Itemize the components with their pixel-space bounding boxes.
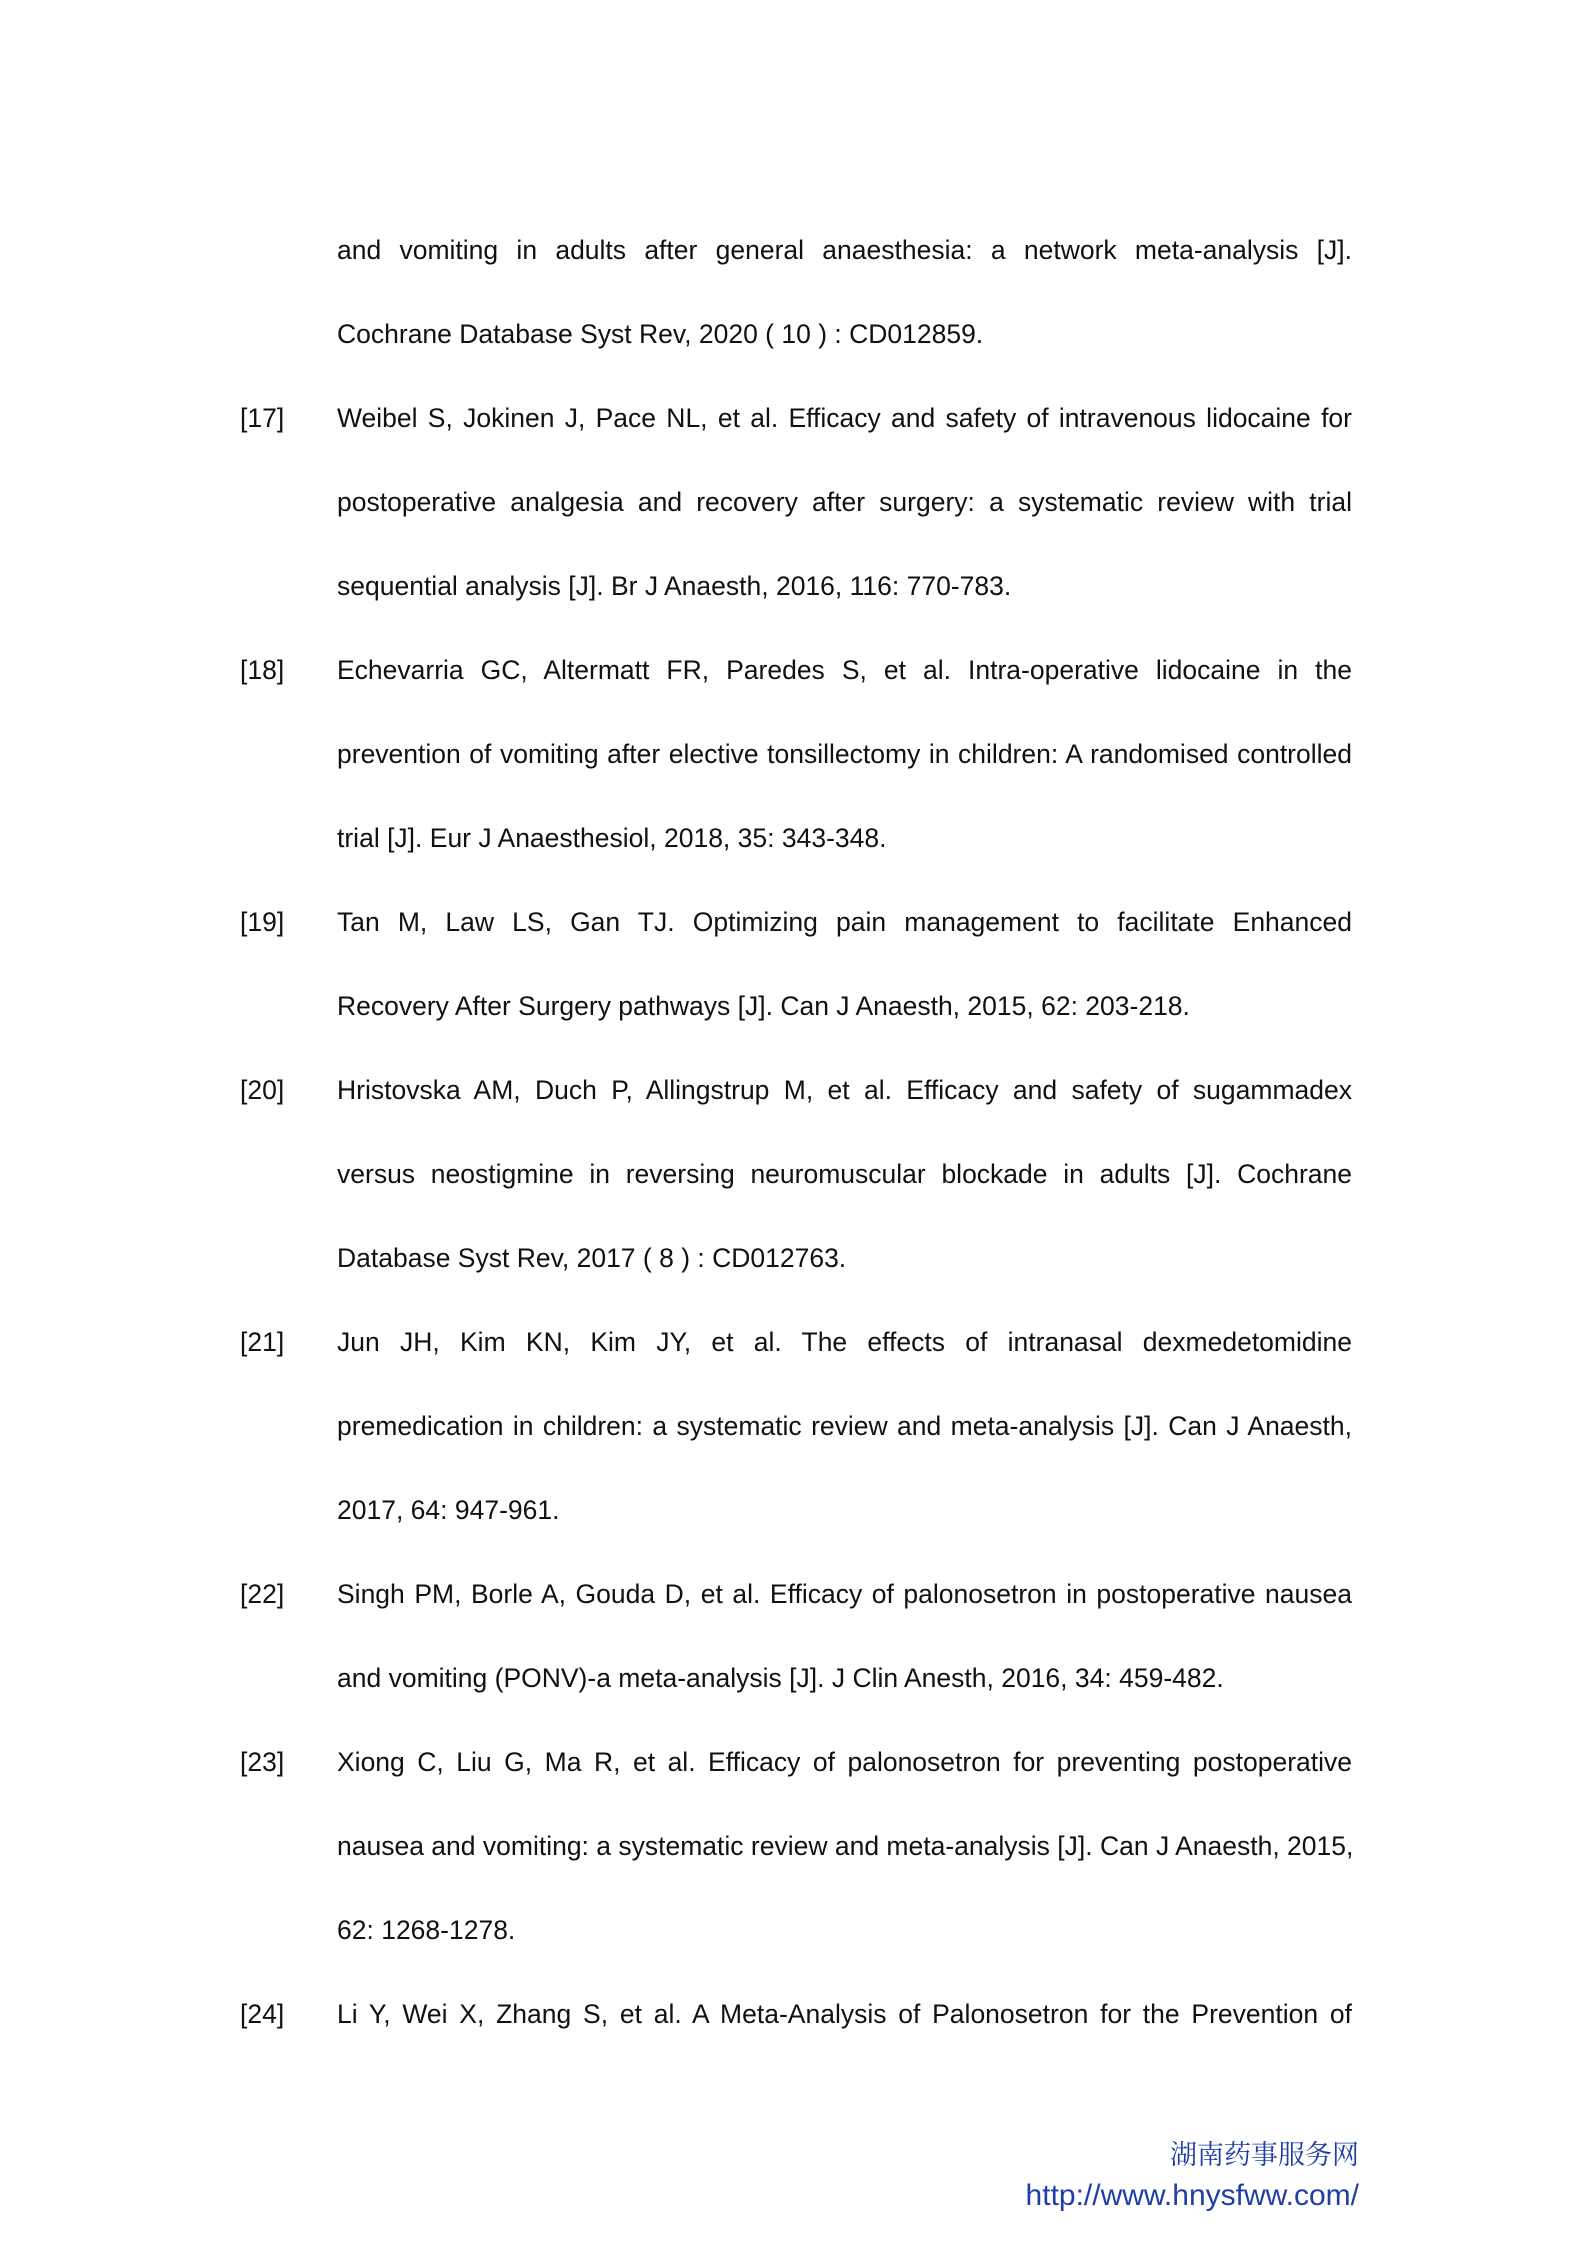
reference-line: Echevarria GC, Altermatt FR, Paredes S, et al. Intra-operative lidocaine in the [337, 655, 1352, 685]
reference-list [240, 208, 1352, 2056]
reference-line: Hristovska AM, Duch P, Allingstrup M, et al. Efficacy and safety of sugammadex [337, 1075, 1352, 1105]
reference-number: [20] [240, 1075, 285, 1105]
reference-line: versus neostigmine in reversing neuromuscular blockade in adults [J]. Cochrane [337, 1159, 1352, 1189]
reference-item-21 [240, 1300, 1352, 1552]
reference-number: [21] [240, 1327, 285, 1357]
reference-number: [18] [240, 655, 285, 685]
site-name: 湖南药事服务网 [1170, 2140, 1359, 2171]
reference-line: and vomiting (PONV)-a meta-analysis [J]. J Clin Anesth, 2016, 34: 459-482. [337, 1663, 1224, 1693]
reference-line: prevention of vomiting after elective tonsillectomy in children: A randomised controlled [337, 739, 1352, 769]
reference-line: sequential analysis [J]. Br J Anaesth, 2016, 116: 770-783. [337, 571, 1012, 601]
reference-line: Li Y, Wei X, Zhang S, et al. A Meta-Analysis of Palonosetron for the Prevention of [337, 1999, 1352, 2029]
reference-number: [22] [240, 1579, 285, 1609]
reference-line: trial [J]. Eur J Anaesthesiol, 2018, 35: 343-348. [337, 823, 887, 853]
reference-continuation [240, 208, 1352, 376]
reference-item-24 [240, 1972, 1352, 2056]
reference-line: premedication in children: a systematic review and meta-analysis [J]. Can J Anaesth, [337, 1411, 1352, 1441]
reference-line: 2017, 64: 947-961. [337, 1495, 560, 1525]
reference-line: Xiong C, Liu G, Ma R, et al. Efficacy of palonosetron for preventing postoperative [337, 1747, 1352, 1777]
site-watermark [1026, 2136, 1359, 2216]
reference-item-18 [240, 628, 1352, 880]
reference-number: [24] [240, 1999, 285, 2029]
site-url-link[interactable]: http://www.hnysfww.com/ [1025, 2179, 1359, 2212]
reference-line: Tan M, Law LS, Gan TJ. Optimizing pain management to facilitate Enhanced [337, 907, 1352, 937]
reference-line: nausea and vomiting: a systematic review and meta-analysis [J]. Can J Anaesth, 2015, [337, 1831, 1354, 1861]
reference-item-19 [240, 880, 1352, 1048]
reference-line: 62: 1268-1278. [337, 1915, 516, 1945]
reference-number: [19] [240, 907, 285, 937]
reference-line: and vomiting in adults after general anaesthesia: a network meta-analysis [J]. [337, 235, 1352, 265]
reference-number: [17] [240, 403, 285, 433]
reference-item-17 [240, 376, 1352, 628]
reference-item-23 [240, 1720, 1352, 1972]
reference-number: [23] [240, 1747, 285, 1777]
reference-line: Database Syst Rev, 2017 ( 8 ) : CD012763. [337, 1243, 847, 1273]
reference-line: postoperative analgesia and recovery after surgery: a systematic review with trial [337, 487, 1352, 517]
reference-line: Cochrane Database Syst Rev, 2020 ( 10 ) : CD012859. [337, 319, 984, 349]
reference-line: Weibel S, Jokinen J, Pace NL, et al. Efficacy and safety of intravenous lidocaine for [337, 403, 1352, 433]
reference-line: Jun JH, Kim KN, Kim JY, et al. The effects of intranasal dexmedetomidine [337, 1327, 1352, 1357]
reference-item-22 [240, 1552, 1352, 1720]
reference-item-20 [240, 1048, 1352, 1300]
reference-line: Singh PM, Borle A, Gouda D, et al. Efficacy of palonosetron in postoperative nausea [337, 1579, 1352, 1609]
reference-line: Recovery After Surgery pathways [J]. Can J Anaesth, 2015, 62: 203-218. [337, 991, 1190, 1021]
